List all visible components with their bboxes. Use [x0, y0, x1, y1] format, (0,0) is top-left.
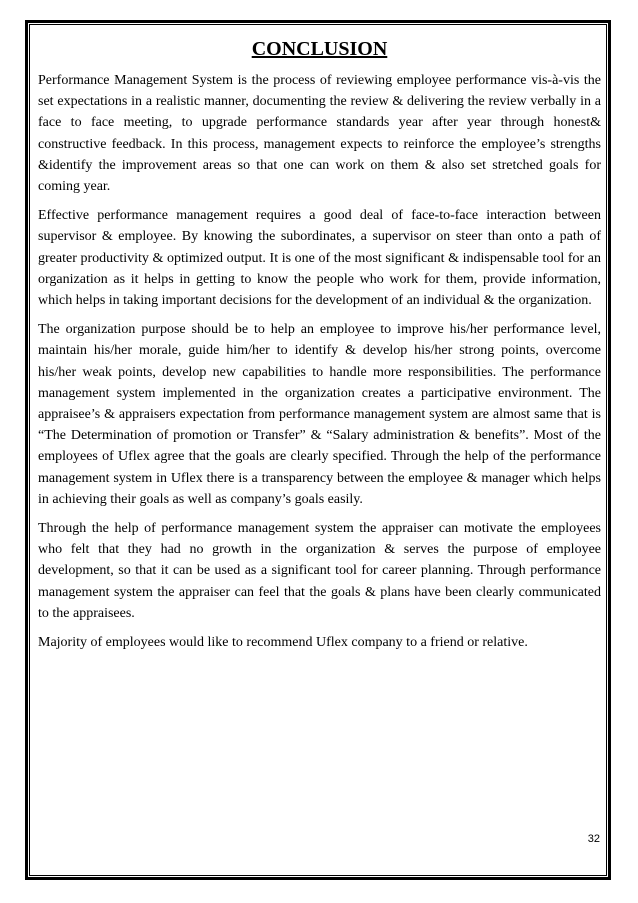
page-number: 32 — [587, 833, 600, 845]
paragraph-1: Performance Management System is the process of reviewing employee performance vis-à-vis the set expectations in a realistic manner, documenting the review & delivering the review verbally in a face to face meeting, to upgrade performance standards year after year through honest& constructive feedback. In this process, management expects to reinforce the employee’s strengths &identify the improvement areas so that one can work on them & also set stretched goals for coming year. — [38, 73, 601, 195]
paragraph-5: Majority of employees would like to recommend Uflex company to a friend or relative. — [38, 635, 528, 651]
page-title: CONCLUSION — [251, 38, 388, 60]
paragraph-4: Through the help of performance management system the appraiser can motivate the employees who felt that they had no growth in the organization & serves the purpose of employee development, so that it can be used as a significant tool for career planning. Through performance management system the appraiser can feel that the goals & plans have been clearly communicated to the appraisees. — [38, 521, 601, 621]
paragraph-2: Effective performance management requires a good deal of face-to-face interaction between supervisor & employee. By knowing the subordinates, a supervisor on steer than onto a path of greater productivity & optimized output. It is one of the most significant & indispensable tool for an organization as it helps in getting to know the people who work for them, provide information, which helps in taking important decisions for the development of an individual & the organization. — [38, 208, 601, 309]
paragraph-3: The organization purpose should be to help an employee to improve his/her performance level, maintain his/her morale, guide him/her to identify & develop his/her strong points, overcome his/her weak points, develop new capabilities to handle more responsibilities. The performance management system implemented in the organization creates a participative environment. The appraisee’s & appraisers expectation from performance management system are almost same that is “The Determination of promotion or Transfer” & “Salary administration & benefits”. Most of the employees of Uflex agree that the goals are clearly specified. Through the help of the performance management system in Uflex there is a transparency between the employee & manager which helps in achieving their goals as well as company’s goals easily. — [38, 322, 601, 507]
document-body — [38, 36, 601, 661]
